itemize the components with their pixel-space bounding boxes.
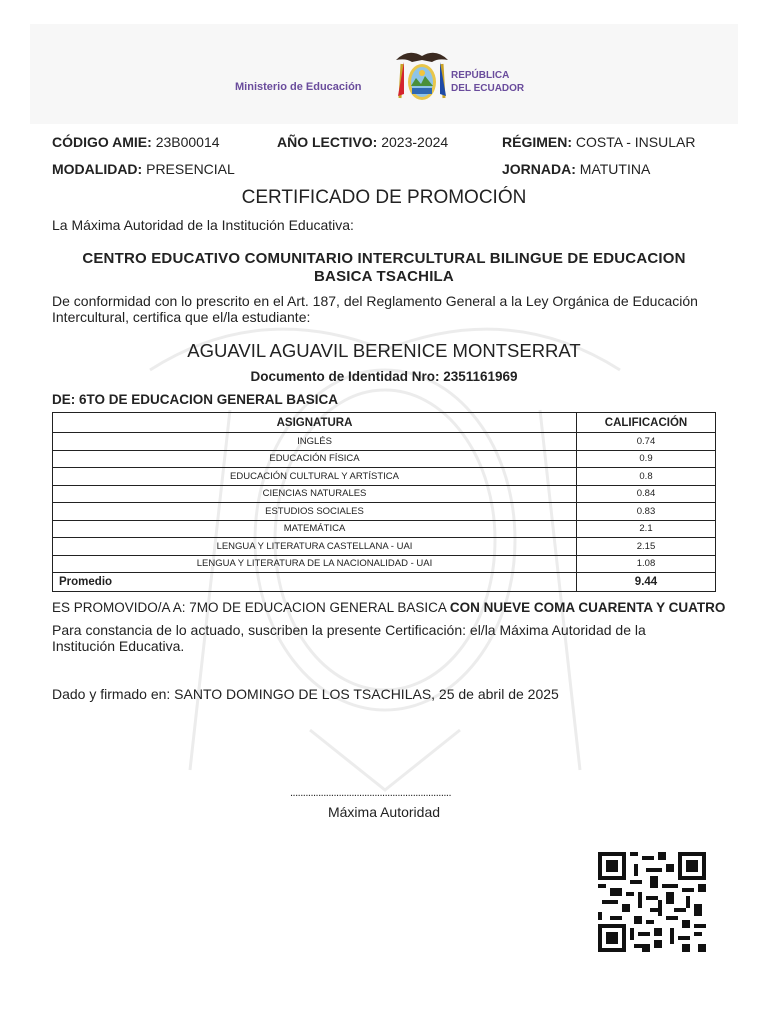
shift — [502, 161, 650, 177]
amie-code — [52, 134, 220, 150]
subject-cell: MATEMÁTICA — [53, 520, 577, 538]
subject-cell: INGLÉS — [53, 433, 577, 451]
year-value: 2023-2024 — [381, 134, 449, 150]
regime-value: COSTA - INSULAR — [575, 134, 696, 150]
table-row — [53, 538, 716, 556]
table-row — [53, 468, 716, 486]
amie-value: 23B00014 — [155, 134, 220, 150]
ministry-name: Ministerio de Educación — [235, 81, 362, 93]
average-label: Promedio — [53, 573, 577, 592]
promotion-words: CON NUEVE COMA CUARENTA Y CUATRO — [449, 600, 726, 615]
header-subject: ASIGNATURA — [53, 413, 577, 433]
subject-cell: CIENCIAS NATURALES — [53, 485, 577, 503]
modality — [52, 161, 235, 177]
average-value: 9.44 — [577, 573, 716, 592]
modality-label: MODALIDAD: — [52, 161, 143, 177]
qr-code — [598, 852, 706, 952]
school-name — [60, 250, 708, 286]
table-row — [53, 555, 716, 573]
student-name: AGUAVIL AGUAVIL BERENICE MONTSERRAT — [187, 340, 581, 361]
subject-cell: EDUCACIÓN FÍSICA — [53, 450, 577, 468]
subject-cell: EDUCACIÓN CULTURAL Y ARTÍSTICA — [53, 468, 577, 486]
table-row — [53, 485, 716, 503]
subject-cell: LENGUA Y LITERATURA DE LA NACIONALIDAD - UAI — [53, 555, 577, 573]
constancia-text: Para constancia de lo actuado, suscriben la presente Certificación: el/la Máxima Autoridad de la Institución Educativa. — [52, 622, 646, 654]
modality-value: PRESENCIAL — [146, 161, 235, 177]
score-cell: 0.74 — [577, 433, 716, 451]
score-cell: 1.08 — [577, 555, 716, 573]
shift-label: JORNADA: — [502, 161, 576, 177]
score-cell: 2.15 — [577, 538, 716, 556]
school-name-line-1: CENTRO EDUCATIVO COMUNITARIO INTERCULTURAL BILINGUE DE EDUCACION — [82, 250, 686, 267]
republic-label — [451, 69, 524, 95]
signature-line: ............................................................... — [290, 787, 452, 799]
document-id: Documento de Identidad Nro: 2351161969 — [250, 369, 518, 384]
year-label: AÑO LECTIVO: — [277, 134, 378, 150]
regime-label: RÉGIMEN: — [502, 134, 572, 150]
table-header-row — [53, 413, 716, 433]
table-row — [53, 433, 716, 451]
republic-line-1: REPÚBLICA — [451, 70, 510, 81]
average-row — [53, 573, 716, 592]
certificate-title: CERTIFICADO DE PROMOCIÓN — [241, 187, 527, 208]
subject-cell: ESTUDIOS SOCIALES — [53, 503, 577, 521]
score-cell: 0.83 — [577, 503, 716, 521]
table-row — [53, 503, 716, 521]
header-score: CALIFICACIÓN — [577, 413, 716, 433]
school-name-line-2: BASICA TSACHILA — [314, 268, 454, 285]
ecuador-coat-of-arms — [394, 46, 450, 106]
regime — [502, 134, 695, 150]
legal-text: De conformidad con lo prescrito en el Art. 187, del Reglamento General a la Ley Orgánica de Educación Intercultural, certifica que el/la estudiante: — [52, 293, 698, 325]
amie-label: CÓDIGO AMIE: — [52, 134, 152, 150]
score-cell: 2.1 — [577, 520, 716, 538]
score-cell: 0.84 — [577, 485, 716, 503]
republic-line-2: DEL ECUADOR — [451, 83, 525, 94]
school-year — [277, 134, 448, 150]
signed-at: Dado y firmado en: SANTO DOMINGO DE LOS TSACHILAS, 25 de abril de 2025 — [52, 686, 559, 702]
header-band — [30, 24, 738, 124]
grade-from: DE: 6TO DE EDUCACION GENERAL BASICA — [52, 392, 339, 407]
table-row — [53, 450, 716, 468]
signature-label: Máxima Autoridad — [327, 804, 441, 820]
authority-intro: La Máxima Autoridad de la Institución Educativa: — [52, 217, 354, 233]
score-cell: 0.8 — [577, 468, 716, 486]
table-row — [53, 520, 716, 538]
subject-cell: LENGUA Y LITERATURA CASTELLANA - UAI — [53, 538, 577, 556]
score-cell: 0.9 — [577, 450, 716, 468]
shift-value: MATUTINA — [579, 161, 651, 177]
grades-table — [52, 412, 716, 592]
promotion-statement — [52, 600, 725, 615]
promotion-text: ES PROMOVIDO/A A: 7MO DE EDUCACION GENERAL BASICA — [52, 600, 450, 615]
